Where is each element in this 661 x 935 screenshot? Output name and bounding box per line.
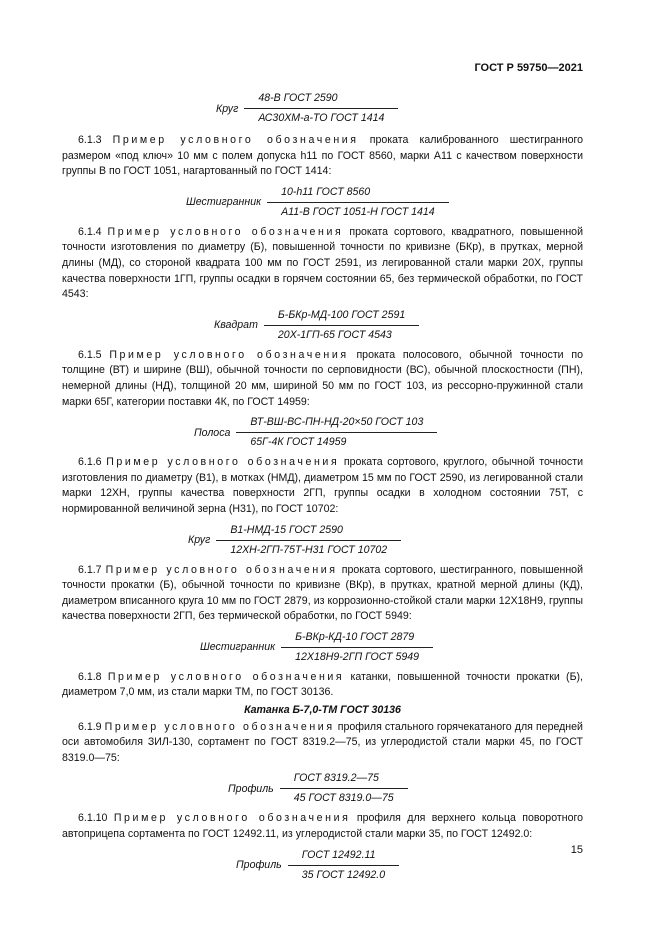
formula-hexagon-1 [186, 186, 583, 219]
formula-denominator: 45 ГОСТ 8319.0—75 [293, 792, 394, 805]
formula-label: Круг [216, 102, 239, 115]
paragraph-6-1-9 [62, 720, 583, 767]
clause-term: Пример условного обозначения [105, 563, 338, 576]
clause-text: профиля для верхнего кольца поворотного автоприцепа сортамента по ГОСТ 12492.11, из углеродистой стали марки 35, по ГОСТ 12492.0: [62, 812, 583, 841]
formula-denominator: 12ХН-2ГП-75Т-Н31 ГОСТ 10702 [230, 543, 388, 556]
paragraph-6-1-5 [62, 348, 583, 410]
formula-square [214, 309, 583, 342]
paragraph-6-1-3 [62, 133, 583, 180]
formula-numerator: В1-НМД-15 ГОСТ 2590 [216, 524, 401, 541]
clause-term: Пример условного обозначения [112, 134, 359, 146]
paragraph-6-1-4 [62, 225, 583, 303]
document-header: ГОСТ Р 59750—2021 [474, 62, 583, 74]
clause-text: профиля стального горячекатаного для передней оси автомобиля ЗИЛ-130, сортамент по ГОСТ 8319.2—75, из углеродистой стали марки 45, по ГОСТ 8319.0—75: [62, 720, 583, 764]
formula-denominator: А11-В ГОСТ 1051-Н ГОСТ 1414 [281, 205, 435, 218]
formula-numerator: Б-ВКр-КД-10 ГОСТ 2879 [281, 631, 433, 648]
clause-number: 6.1.4 [78, 225, 102, 238]
formula-denominator: АС30ХМ-а-ТО ГОСТ 1414 [258, 112, 385, 124]
formula-round-bar-2 [188, 524, 583, 557]
clause-term: Пример условного обозначения [113, 812, 351, 825]
clause-text: проката сортового, шестигранного, повышенной точности прокатки (Б), обычной точности по кривизне (ВКр), в прутках, кратной мерной длины (КД), диаметром вписанного круга 10 мм по ГОСТ 2879, из коррозионно-стойкой стали марки 12Х18Н9, группы качества поверхности 2ГП, без термической обработки, по ГОСТ 5949: [62, 563, 583, 623]
formula-denominator: 65Г-4К ГОСТ 14959 [250, 436, 347, 449]
paragraph-6-1-8 [62, 670, 583, 701]
formula-denominator: 20Х-1ГП-65 ГОСТ 4543 [277, 328, 392, 341]
clause-text: катанки, повышенной точности прокатки (Б), диаметром 7,0 мм, из стали марки ТМ, по ГОСТ 30136. [62, 670, 583, 699]
paragraph-6-1-6 [62, 455, 583, 517]
formula-label: Шестигранник [200, 641, 276, 654]
formula-label: Профиль [236, 859, 282, 872]
clause-number: 6.1.5 [78, 348, 102, 361]
formula-label: Профиль [228, 782, 274, 795]
formula-hexagon-2 [200, 631, 583, 664]
formula-numerator: Б-БКр-МД-100 ГОСТ 2591 [264, 309, 419, 326]
clause-text: проката калиброванного шестигранного размером «под ключ» 10 мм с полем допуска h11 по ГОСТ 8560, марки А11 с качеством поверхности группы В по ГОСТ 1051, нагартованный по ГОСТ 1414: [62, 134, 583, 178]
clause-number: 6.1.8 [78, 670, 102, 683]
clause-number: 6.1.9 [78, 720, 102, 733]
clause-term: Пример условного обозначения [104, 720, 335, 733]
clause-text: проката сортового, круглого, обычной точности изготовления по диаметру (В1), в мотках (НМД), диаметром 15 мм по ГОСТ 2590, из легированной стали марки 12ХН, группы качества поверхности 2ГП, группы осадки в холодном состоянии 75Т, с нормированной величиной зерна (Н31), по ГОСТ 10702: [62, 456, 583, 515]
formula-label: Квадрат [214, 319, 258, 332]
clause-number: 6.1.3 [78, 134, 102, 146]
clause-number: 6.1.10 [78, 812, 108, 825]
formula-denominator: 35 ГОСТ 12492.0 [301, 868, 386, 881]
formula-numerator: 48-В ГОСТ 2590 [244, 92, 398, 109]
clause-term: Пример условного обозначения [107, 670, 345, 683]
paragraph-6-1-10 [62, 811, 583, 842]
formula-numerator: ГОСТ 8319.2—75 [280, 772, 408, 789]
clause-text: проката полосового, обычной точности по толщине (ВТ) и ширине (ВШ), обычной точности по серповидности (ВС), обычной плоскостности (ПН), немерной длины (НД), толщиной 20 мм, шириной 50 мм по ГОСТ 103, из рессорно-пружинной стали марки 65Г, категории поставки 4К, по ГОСТ 14959: [62, 348, 583, 408]
clause-term: Пример условного обозначения [107, 225, 344, 238]
formula-numerator: ГОСТ 12492.11 [288, 849, 399, 866]
formula-round-bar-1 [216, 92, 583, 125]
formula-label: Круг [188, 534, 211, 546]
document-body [62, 92, 583, 882]
formula-denominator: 12Х18Н9-2ГП ГОСТ 5949 [295, 650, 420, 663]
formula-profile-1 [228, 772, 583, 805]
clause-number: 6.1.7 [78, 563, 102, 576]
paragraph-6-1-7 [62, 563, 583, 625]
formula-numerator: ВТ-ВШ-ВС-ПН-НД-20×50 ГОСТ 103 [236, 416, 437, 433]
page-number: 15 [570, 844, 583, 856]
formula-label: Шестигранник [186, 196, 262, 209]
clause-term: Пример условного обозначения [106, 456, 340, 469]
clause-term: Пример условного обозначения [109, 348, 349, 361]
wire-rod-designation: Катанка Б-7,0-ТМ ГОСТ 30136 [244, 704, 401, 717]
formula-numerator: 10-h11 ГОСТ 8560 [267, 186, 449, 203]
formula-label: Полоса [194, 426, 231, 439]
clause-text: проката сортового, квадратного, повышенной точности изготовления по диаметру (Б), повышенной точности по кривизне (БКр), в прутках, мерной длины (МД), со стороной квадрата 100 мм по ГОСТ 2591, из легированной стали марки 20Х, группы качества поверхности 1ГП, группы осадки в горячем состоянии 65, без термической обработки, по ГОСТ 4543: [62, 225, 583, 301]
clause-number: 6.1.6 [78, 456, 102, 469]
formula-profile-2 [236, 849, 583, 882]
formula-strip [194, 416, 583, 449]
